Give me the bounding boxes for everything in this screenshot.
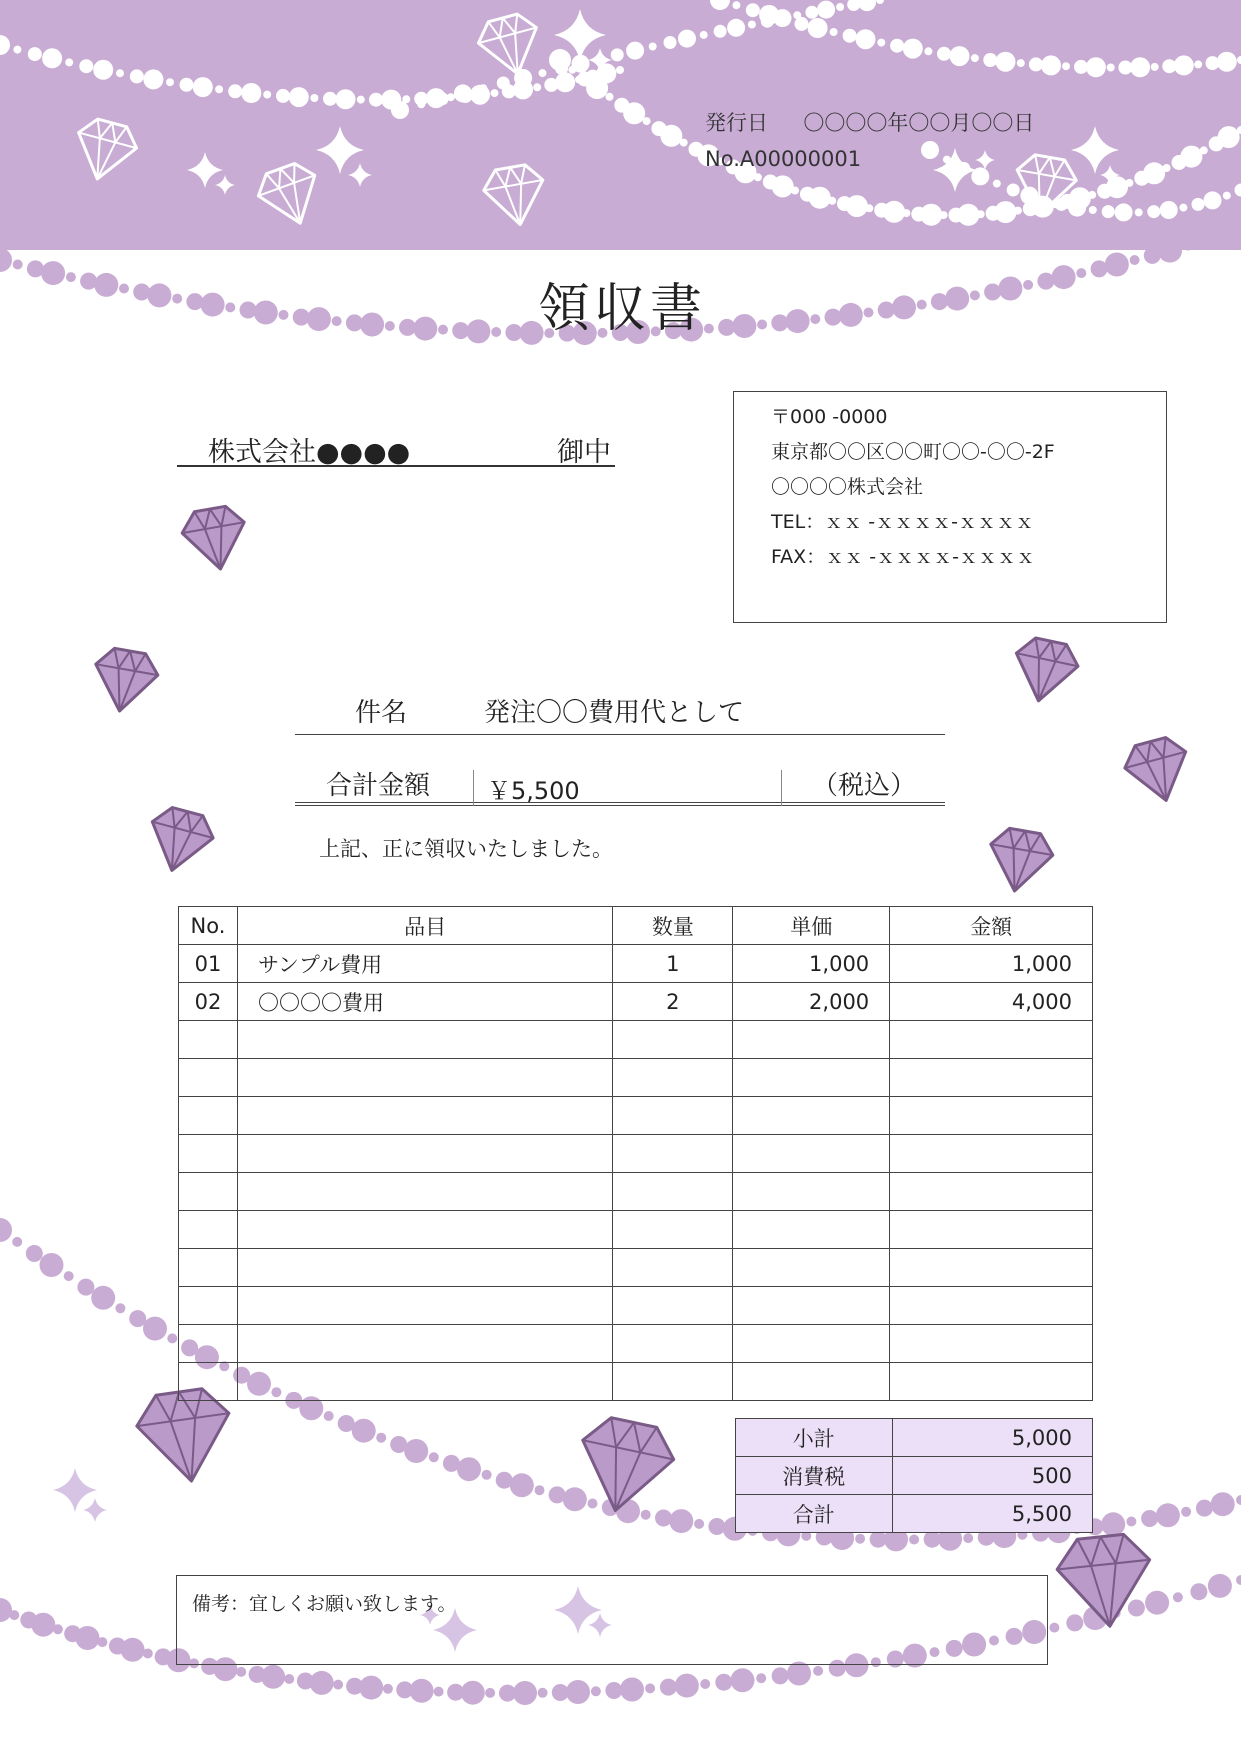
cell-item bbox=[237, 1021, 612, 1059]
col-header-qty: 数量 bbox=[613, 907, 733, 945]
issuer-postal: 〒000 -0000 bbox=[771, 406, 888, 428]
cell-unit-price bbox=[733, 1173, 890, 1211]
col-header-item: 品目 bbox=[237, 907, 612, 945]
subject-value: 発注〇〇費用代として bbox=[484, 698, 745, 728]
cell-no: 01 bbox=[179, 945, 238, 983]
cell-unit-price bbox=[733, 1135, 890, 1173]
cell-unit-price bbox=[733, 1363, 890, 1401]
grand-total-row bbox=[736, 1495, 1093, 1533]
recipient-name: 株式会社●●●● bbox=[208, 437, 411, 468]
diamond-icon bbox=[1008, 635, 1082, 708]
cell-unit-price bbox=[733, 1021, 890, 1059]
table-row bbox=[179, 1135, 1093, 1173]
header-band bbox=[0, 0, 1241, 250]
subtotal-value: 5,000 bbox=[892, 1419, 1093, 1457]
cell-no bbox=[179, 1249, 238, 1287]
diamond-icon bbox=[1054, 1532, 1156, 1631]
cell-qty: 1 bbox=[613, 945, 733, 983]
subject-label: 件名 bbox=[355, 698, 408, 728]
table-row bbox=[179, 1325, 1093, 1363]
recipient-honorific: 御中 bbox=[557, 437, 611, 468]
cell-amount bbox=[890, 1325, 1093, 1363]
cell-item bbox=[237, 1097, 612, 1135]
cell-unit-price bbox=[733, 1325, 890, 1363]
issuer-info-box bbox=[733, 391, 1167, 623]
cell-unit-price bbox=[733, 1249, 890, 1287]
issuer-name: 〇〇〇〇株式会社 bbox=[771, 476, 924, 498]
page-title: 領収書 bbox=[538, 279, 707, 339]
cell-unit-price: 2,000 bbox=[733, 983, 890, 1021]
issue-date bbox=[705, 107, 1034, 137]
items-table bbox=[178, 906, 1093, 1401]
cell-no bbox=[179, 1325, 238, 1363]
cell-amount bbox=[890, 1021, 1093, 1059]
table-row bbox=[179, 1097, 1093, 1135]
receipt-number: No.A00000001 bbox=[705, 147, 862, 171]
table-header-row bbox=[179, 907, 1093, 945]
cell-amount bbox=[890, 1135, 1093, 1173]
cell-item bbox=[237, 1249, 612, 1287]
cell-item bbox=[237, 1325, 612, 1363]
subtotal-row bbox=[736, 1419, 1093, 1457]
cell-item bbox=[237, 1173, 612, 1211]
cell-qty bbox=[613, 1135, 733, 1173]
cell-qty bbox=[613, 1211, 733, 1249]
cell-amount bbox=[890, 1059, 1093, 1097]
grand-total-value: 5,500 bbox=[892, 1495, 1093, 1533]
diamond-icon bbox=[570, 1413, 680, 1520]
diamond-icon bbox=[984, 826, 1057, 897]
tax-included-note: （税込） bbox=[812, 771, 917, 801]
table-row bbox=[179, 1249, 1093, 1287]
receipt-statement: 上記、正に領収いたしました。 bbox=[319, 837, 613, 861]
amount-divider-right bbox=[781, 770, 782, 806]
cell-amount bbox=[890, 1211, 1093, 1249]
issue-date-label: 発行日 bbox=[705, 111, 768, 135]
table-row bbox=[179, 983, 1093, 1021]
cell-amount bbox=[890, 1097, 1093, 1135]
table-row bbox=[179, 1211, 1093, 1249]
cell-item bbox=[237, 1363, 612, 1401]
cell-unit-price bbox=[733, 1211, 890, 1249]
cell-no bbox=[179, 1287, 238, 1325]
cell-item bbox=[237, 1135, 612, 1173]
sparkle-icon bbox=[83, 1498, 107, 1522]
cell-amount bbox=[890, 1173, 1093, 1211]
table-row bbox=[179, 1059, 1093, 1097]
diamond-icon bbox=[1120, 733, 1197, 808]
cell-amount bbox=[890, 1287, 1093, 1325]
cell-amount: 4,000 bbox=[890, 983, 1093, 1021]
cell-no bbox=[179, 1173, 238, 1211]
cell-qty bbox=[613, 1249, 733, 1287]
total-amount-value: ￥5,500 bbox=[487, 777, 580, 805]
cell-qty bbox=[613, 1173, 733, 1211]
subtotal-label: 小計 bbox=[736, 1419, 893, 1457]
table-row bbox=[179, 1173, 1093, 1211]
grand-total-label: 合計 bbox=[736, 1495, 893, 1533]
cell-item: 〇〇〇〇費用 bbox=[237, 983, 612, 1021]
table-row bbox=[179, 945, 1093, 983]
cell-no bbox=[179, 1135, 238, 1173]
cell-unit-price bbox=[733, 1059, 890, 1097]
cell-qty bbox=[613, 1097, 733, 1135]
notes-box bbox=[176, 1575, 1048, 1665]
issuer-fax: FAX：ｘｘ -ｘｘｘｘ-ｘｘｘｘ bbox=[771, 546, 1035, 568]
col-header-no: No. bbox=[179, 907, 238, 945]
cell-no bbox=[179, 1363, 238, 1401]
col-header-amount: 金額 bbox=[890, 907, 1093, 945]
table-row bbox=[179, 1287, 1093, 1325]
cell-unit-price: 1,000 bbox=[733, 945, 890, 983]
cell-no bbox=[179, 1211, 238, 1249]
cell-item bbox=[237, 1287, 612, 1325]
cell-no: 02 bbox=[179, 983, 238, 1021]
cell-qty: 2 bbox=[613, 983, 733, 1021]
cell-no bbox=[179, 1097, 238, 1135]
table-row bbox=[179, 1363, 1093, 1401]
cell-item bbox=[237, 1211, 612, 1249]
cell-no bbox=[179, 1059, 238, 1097]
cell-qty bbox=[613, 1021, 733, 1059]
diamond-icon bbox=[89, 646, 162, 717]
sparkle-icon bbox=[53, 1468, 97, 1512]
total-amount-label: 合計金額 bbox=[326, 771, 431, 801]
cell-qty bbox=[613, 1287, 733, 1325]
cell-amount: 1,000 bbox=[890, 945, 1093, 983]
cell-qty bbox=[613, 1059, 733, 1097]
cell-amount bbox=[890, 1363, 1093, 1401]
totals-table bbox=[735, 1418, 1093, 1533]
cell-item bbox=[237, 1059, 612, 1097]
cell-unit-price bbox=[733, 1097, 890, 1135]
cell-amount bbox=[890, 1249, 1093, 1287]
issuer-tel: TEL：ｘｘ -ｘｘｘｘ-ｘｘｘｘ bbox=[771, 511, 1034, 533]
diamond-icon bbox=[179, 504, 252, 575]
cell-unit-price bbox=[733, 1287, 890, 1325]
total-amount-underline bbox=[295, 802, 945, 806]
subject-underline bbox=[295, 734, 945, 735]
cell-item: サンプル費用 bbox=[237, 945, 612, 983]
tax-value: 500 bbox=[892, 1457, 1093, 1495]
cell-qty bbox=[613, 1363, 733, 1401]
table-row bbox=[179, 1021, 1093, 1059]
diamond-icon bbox=[141, 803, 218, 878]
issue-date-value: 〇〇〇〇年〇〇月〇〇日 bbox=[803, 111, 1035, 135]
tax-row bbox=[736, 1457, 1093, 1495]
col-header-unit-price: 単価 bbox=[733, 907, 890, 945]
cell-qty bbox=[613, 1325, 733, 1363]
cell-no bbox=[179, 1021, 238, 1059]
issuer-address: 東京都〇〇区〇〇町〇〇-〇〇-2F bbox=[771, 441, 1055, 463]
amount-divider-left bbox=[473, 770, 474, 806]
tax-label: 消費税 bbox=[736, 1457, 893, 1495]
notes-text: 備考：宜しくお願い致します。 bbox=[192, 1593, 457, 1615]
